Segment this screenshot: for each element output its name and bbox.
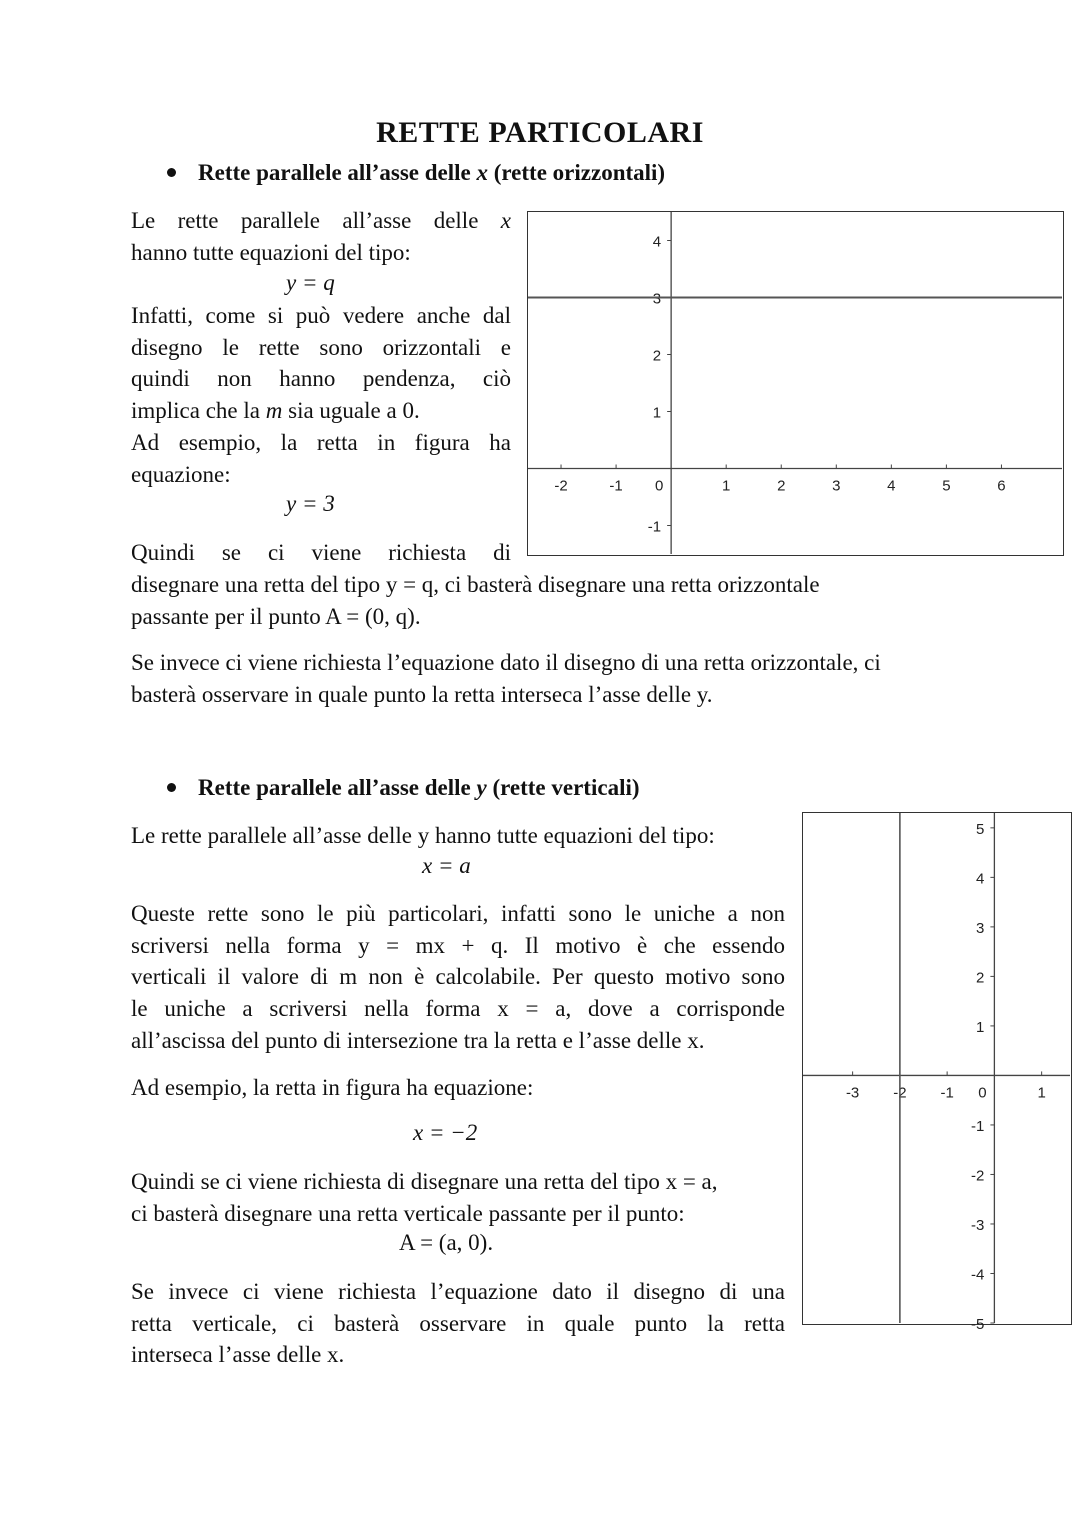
x-tick-label: 2 (777, 477, 786, 495)
text-line: hanno tutte equazioni del tipo: (131, 239, 411, 265)
x-tick-label: 1 (1037, 1084, 1046, 1102)
x-tick-label: -1 (609, 477, 623, 495)
text-line-end: sia uguale a 0. (282, 398, 420, 424)
paragraph-read-vertical (131, 1276, 785, 1371)
x-tick-label: 5 (942, 477, 951, 495)
equation-x-equals-minus-2: x = −2 (413, 1120, 478, 1145)
text-line: interseca l’asse delle x. (131, 1342, 345, 1368)
paragraph-draw-line-2 (131, 569, 971, 632)
graph-horizontal-line (527, 211, 1064, 556)
paragraph-intro-horizontal (131, 205, 511, 268)
x-tick-label: 0 (978, 1084, 987, 1102)
text-line: Infatti, come si può vedere anche dal (131, 303, 511, 328)
heading-text: Rette parallele all’asse delle (198, 775, 477, 800)
heading-variable: y (476, 775, 487, 800)
graph-horizontal-svg (528, 212, 1062, 554)
text-line: Queste rette sono le più particolari, infatti sono le uniche a non (131, 901, 785, 926)
equation-point-a: A = (a, 0). (399, 1230, 494, 1255)
paragraph-intro-vertical: Le rette parallele all’asse delle y hanno tutte equazioni del tipo: (131, 823, 715, 848)
text-line: verticali il valore di m non è calcolabile. Per questo motivo sono (131, 964, 785, 990)
text-line: disegno le rette sono orizzontali e (131, 334, 511, 360)
text-line: basterà osservare in quale punto la retta interseca l’asse delle y. (131, 681, 713, 707)
y-tick-label: -1 (971, 1117, 985, 1135)
heading-text: Rette parallele all’asse delle (198, 160, 477, 185)
y-tick-label: 3 (652, 290, 662, 308)
bullet-icon (167, 783, 176, 792)
text-line: equazione: (131, 461, 231, 487)
section-heading-vertical (167, 775, 640, 801)
x-tick-label: -2 (554, 477, 568, 495)
text-line: Le rette parallele all’asse delle (131, 208, 479, 233)
text-line: Se invece ci viene richiesta l’equazione dato il disegno di una (131, 1279, 785, 1304)
y-tick-label: 1 (976, 1018, 985, 1036)
x-tick-label: -3 (845, 1084, 860, 1102)
x-tick-label: 1 (722, 477, 731, 495)
section-heading-horizontal (167, 160, 665, 186)
paragraph-example-vertical: Ad esempio, la retta in figura ha equazione: (131, 1075, 534, 1100)
x-tick-label: 3 (832, 477, 841, 495)
text-line: passante per il punto A = (0, q). (131, 603, 421, 629)
text-line: implica che la (131, 398, 266, 424)
text-line: all’ascissa del punto di intersezione tra la retta e l’asse delle x. (131, 1027, 705, 1053)
y-tick-label: 2 (652, 347, 662, 365)
text-line: Quindi se ci viene richiesta di (131, 540, 511, 565)
text-line: le uniche a scriversi nella forma x = a, dove a corrisponde (131, 996, 785, 1022)
y-tick-label: 3 (976, 919, 985, 937)
y-tick-label: -4 (971, 1266, 985, 1284)
bullet-icon (167, 168, 176, 177)
paragraph-draw-line-1 (131, 537, 511, 569)
y-tick-label: 1 (652, 404, 662, 422)
equation-x-equals-a: x = a (422, 853, 471, 878)
y-tick-label: 4 (652, 233, 662, 251)
paragraph-explanation-vertical (131, 898, 785, 1057)
page-title: RETTE PARTICOLARI (376, 116, 704, 149)
text-variable: x (500, 208, 511, 233)
paragraph-explanation-horizontal (131, 300, 511, 490)
equation-y-equals-q: y = q (286, 270, 335, 295)
graph-vertical-line (802, 812, 1072, 1333)
heading-text-end: (rette verticali) (486, 775, 640, 800)
y-tick-label: 2 (976, 969, 985, 987)
text-line: Ad esempio, la retta in figura ha (131, 429, 511, 455)
y-tick-label: -5 (971, 1316, 985, 1333)
y-tick-label: 4 (976, 870, 985, 888)
paragraph-read-equation (131, 647, 991, 710)
heading-variable: x (476, 160, 488, 185)
x-tick-label: 4 (887, 477, 896, 495)
text-line: retta verticale, ci basterà osservare in quale punto la retta (131, 1310, 785, 1336)
y-tick-label: -3 (971, 1216, 985, 1234)
x-tick-label: -2 (893, 1084, 907, 1102)
x-tick-label: 0 (654, 477, 664, 495)
y-tick-label: 5 (976, 820, 985, 838)
text-line: Se invece ci viene richiesta l’equazione dato il disegno di una retta orizzontale, ci (131, 650, 881, 675)
y-tick-label: -2 (971, 1167, 985, 1185)
text-line: disegnare una retta del tipo y = q, ci basterà disegnare una retta orizzontale (131, 572, 820, 597)
equation-y-equals-3: y = 3 (286, 491, 335, 516)
text-line: quindi non hanno pendenza, ciò (131, 366, 511, 392)
graph-vertical-svg (803, 813, 1070, 1333)
x-tick-label: 6 (997, 477, 1006, 495)
x-tick-label: -1 (940, 1084, 954, 1102)
text-line: Quindi se ci viene richiesta di disegnare una retta del tipo x = a, (131, 1169, 718, 1194)
text-line: scriversi nella forma y = mx + q. Il motivo è che essendo (131, 932, 785, 958)
text-line: ci basterà disegnare una retta verticale passante per il punto: (131, 1200, 685, 1226)
text-variable: m (265, 398, 283, 424)
heading-text-end: (rette orizzontali) (487, 160, 666, 185)
paragraph-draw-vertical (131, 1166, 785, 1229)
y-tick-label: -1 (647, 518, 662, 536)
